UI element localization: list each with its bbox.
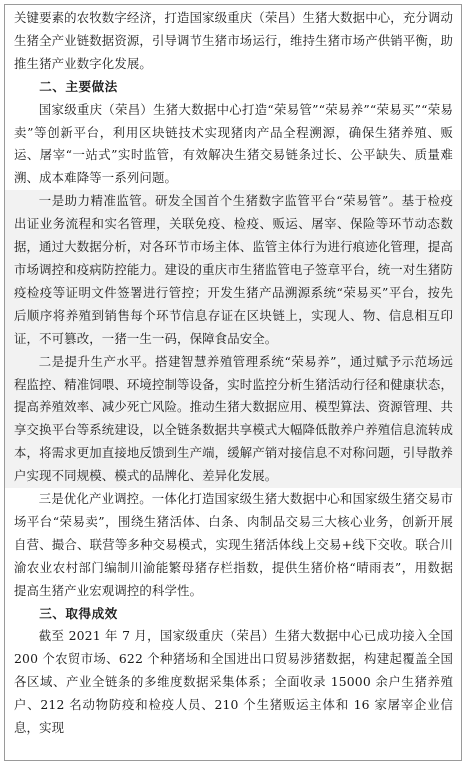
paragraph-production-level: 二是提升生产水平。搭建智慧养殖管理系统“荣易养”，通过赋予示范场远程监控、精准饲喂、环境控制等设备，实时监控分析生猪活动行径和健康状态，提高养殖效率、减少死亡风险。推动生猪大数据应用、模型算法、资源管理、共享交换平台等系统建设，以全链条数据共享模式大幅降低散养户养殖信息流转成本，将需求更加直接地反馈到生产端，缓解产销对接信息不对称问题，引导散养户实现不同规模、模式的品牌化、差异化发展。 — [14, 353, 453, 484]
document-page — [4, 4, 462, 761]
paragraph-overview: 国家级重庆（荣昌）生猪大数据中心打造“荣易管”“荣易养”“荣易买”“荣易卖”等创新平台，利用区块链技术实现猪肉产品全程溯源，确保生猪养殖、贩运、屠宰“一站式”实时监管，有效解决生猪交易链条过长、公平缺失、质量难溯、成本难降等一系列问题。 — [14, 101, 453, 186]
paragraph-precise-supervision: 一是助力精准监管。研发全国首个生猪数字监管平台“荣易管”。基于检疫出证业务流程和实名管理，关联免疫、检疫、贩运、屠宰、保险等环节动态数据，通过大数据分析，对各环节市场主体、监管主体行为进行痕迹化管理，提高市场调控和疫病防控能力。建设的重庆市生猪监管电子签章平台，统一对生猪防疫检疫等证明文件签署进行管控；开发生猪产品溯源系统“荣易买”平台，按先后顺序将养殖到销售每个环节信息存证在区块链上，实现人、物、信息相互印证，不可篡改，一猪一生一码，保障食品安全。 — [14, 193, 453, 346]
section-heading-main-practices: 二、主要做法 — [39, 78, 118, 94]
paragraph-industry-regulation: 三是优化产业调控。一体化打造国家级生猪大数据中心和国家级生猪交易市场平台“荣易卖”，围绕生猪活体、白条、肉制品交易三大核心业务，创新开展自营、撮合、联营等多种交易模式，实现生猪活体线上交易+线下交收。联合川渝农业农村部门编制川渝能繁母猪存栏指数，提供生猪价格“晴雨表”，用数据提高生猪产业宏观调控的科学性。 — [14, 491, 453, 598]
intro-paragraph-tail: 关键要素的农牧数字经济，打造国家级重庆（荣昌）生猪大数据中心，充分调动生猪全产业链数据资源，引导调节生猪市场运行，维持生猪市场产供销平衡，助推生猪产业数字化发展。 — [14, 10, 453, 71]
document-body — [5, 5, 461, 740]
section-precise-supervision — [5, 190, 461, 350]
paragraph-results: 截至 2021 年 7 月，国家级重庆（荣昌）生猪大数据中心已成功接入全国 200 个农贸市场、622 个种猪场和全国进出口贸易涉猪数据，构建起覆盖全国各区域、产业全链条的多维度数据采集体系；全面收录 15000 余户生猪养殖户、212 名动物防疫和检疫人员、210 个生猪贩运主体和 16 家屠宰企业信息，实现 — [14, 628, 453, 736]
section-heading-achievements: 三、取得成效 — [39, 605, 118, 621]
section-production-level — [5, 351, 461, 488]
